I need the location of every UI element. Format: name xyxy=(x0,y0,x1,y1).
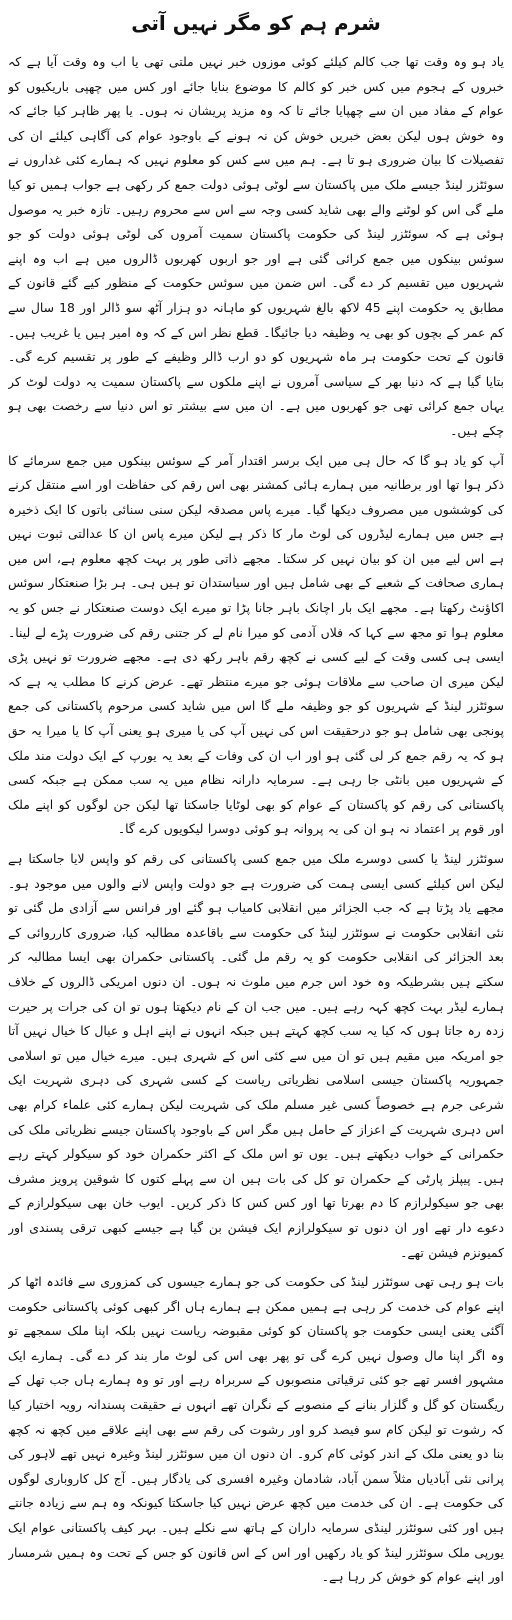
article-paragraph-2: آپ کو یاد ہو گا کہ حال ہی میں ایک برسر اقتدار آمر کے سوئس بینکوں میں جمع سرمائے کا ذکر ہوا تھا اور برطانیہ میں ہمارے ہائی کمشنر بھی اس رقم کی حفاظت اور اسے منتقل کرنے کی کوششوں میں مصروف دیکھا گیا۔ میرے پاس مصدقہ لیکن سنی سنائی باتوں کا ایک ذخیرہ ہے جس میں ہمارے لیڈروں کی لوٹ مار کا ذکر ہے لیکن میرے پاس ان کا عدالتی ثبوت نہیں ہے اس لیے میں ان کو بیان نہیں کر سکتا۔ مجھے ذاتی طور پر بہت کچھ معلوم ہے، اس میں ہماری صحافت کے شعبے کے بھی شامل ہیں اور سیاستدان تو ہیں ہی۔ ہر بڑا صنعتکار سوئس اکاؤنٹ رکھتا ہے۔ مجھے ایک بار اچانک باہر جانا پڑا تو میرے ایک دوست صنعتکار نے جس کو یہ معلوم ہوا تو مجھ سے کہا کہ فلاں آدمی کو میرا نام لے کر جتنی رقم کی ضرورت پڑے لے لینا۔ ایسی ہی کسی وقت کے لیے کسی نے کچھ رقم باہر رکھ دی ہے۔ مجھے ضرورت تو نہیں پڑی لیکن میری ان صاحب سے ملاقات ہوئی جو میرے منتظر تھے۔ عرض کرنے کا مطلب یہ ہے کہ سوئٹزر لینڈ کے شہریوں کو جو وظیفہ ملے گا اس میں شاید کسی مرحوم پاکستانی کی جمع پونجی بھی شامل ہو جو درحقیقت اس کی نہیں آپ کی یا میری ہو یعنی آپ کا یا میرا یہ حق ہو کہ یہ رقم جمع کر لی گئی ہو اور اب ان کی وفات کے بعد یہ یورپ کے ایک دولت مند ملک کے شہریوں میں بانٹی جا رہی ہے۔ سرمایہ دارانہ نظام میں یہ سب ممکن ہے جبکہ کسی پاکستانی کی رقم کو پاکستان کے عوام کو بھی لوٹایا جاسکتا تھا لیکن جن لوگوں کو اپنے ملک اور قوم پر اعتماد نہ ہو ان کی یہ پروانہ ہو کوئی دوسرا لیکویوں کرے گا۔ xyxy=(8,452,504,837)
article-paragraph-4: بات ہو رہی تھی سوئٹزر لینڈ کی حکومت کی جو ہمارے جیسوں کی کمزوری سے فائدہ اٹھا کر اپنے عوام کی خدمت کر رہی ہے ہمیں ممکن ہے ہمارے ہاں اگر کبھی کوئی پاکستانی حکومت آگئی یعنی ایسی حکومت جو پاکستان کو کوئی مقبوضہ ریاست نہیں بلکہ اپنا ملک سمجھے تو وہ اگر اپنا مال وصول نہیں کرے گی تو پھر بھی اس کی لوٹ مار بند کر دے گی۔ ہمارے ایک مشہور افسر تھے جو کئی ترقیاتی منصوبوں کے سربراہ رہے اور تو وہ ہمارے ہاں جب تھل کے ریگستان کو گل و گلزار بنانے کے منصوبے کے نگران تھے انہوں نے حقیقت پسندانہ رویہ اختیار کیا کہ رشوت تو لیکن کام سو فیصد کرو اور رشوت کی رقم سے بھی اپنے علاقے میں کچھ نہ کچھ بنا دو یعنی ملک کے اندر کوئی کام کرو۔ ان دنوں ان میں سوئٹزر لینڈ وغیرہ نہیں تھے لاہور کی پرانی نئی آبادیاں مثلاً سمن آباد، شادمان وغیرہ افسری کی یادگار ہیں۔ آج کل کاروباری لوگوں کی حکومت ہے۔ ان کی خدمت میں کچھ عرض نہیں کیا جاسکتا کیونکہ وہ ہم سے زیادہ جانتے ہیں اور کئی سوئٹزر لینڈی سرمایہ داران کے ہاتھ سے نکلے ہیں۔ بہر کیف پاکستانی عوام ایک یورپی ملک سوئٹزر لینڈ کو یاد رکھیں اور اس کے اس قانون کو جس کے تحت وہ ہمیں شرمسار اور اپنے عوام کو خوش کر رہا ہے۔ xyxy=(8,1274,504,1585)
article xyxy=(8,4,504,1616)
article-paragraph-3: سوئٹزر لینڈ یا کسی دوسرے ملک میں جمع کسی پاکستانی کی رقم کو واپس لایا جاسکتا ہے لیکن اس کیلئے کسی ایسی ہمت کی ضرورت ہے جو دولت واپس لانے والوں میں موجود ہو۔ مجھے یاد پڑتا ہے کہ جب الجزائر میں انقلابی کامیاب ہو گئے اور فرانس سے آزادی مل گئی تو نئی انقلابی حکومت نے سوئٹزر لینڈ کی حکومت سے باقاعدہ مطالبہ کیا، ضروری کارروائی کے بعد الجزائر کی انقلابی حکومت کو یہ رقم مل گئی۔ پاکستانی حکمران بھی ایسا مطالبہ کر سکتے ہیں بشرطیکہ وہ خود اس جرم میں ملوث نہ ہوں۔ ان دنوں امریکی ڈالروں کے خلاف ہمارے لیڈر بہت کچھ کہہ رہے ہیں۔ میں جب ان کے نام دیکھتا ہوں تو ان کی جرات پر حیرت زدہ رہ جاتا ہوں کہ کیا یہ سب کچھ کہتے ہیں جبکہ انہوں نے اپنے اہل و عیال کا خیال نہیں آتا جو امریکہ میں مقیم ہیں تو ان میں سے کئی اس کے شہری ہیں۔ میرے خیال میں تو اسلامی جمہوریہ پاکستان جیسی اسلامی نظریاتی ریاست کے کسی شہری کی دہری شہریت ایک شرعی جرم ہے خصوصاً کسی غیر مسلم ملک کی شہریت لیکن ہمارے کئی علماء کرام بھی اس دہری شہریت کے اعزاز کے حامل ہیں مگر اس کے باوجود پاکستان جیسے نظریاتی ملک کی حکمرانی کے خواب دیکھتے ہیں۔ یوں تو اس ملک کے اکثر حکمران خود کو سیکولر کہتے رہے ہیں۔ پیپلز پارٹی کے حکمران تو کل کی بات ہیں ان سے پہلے کتوں کا شوقین پرویز مشرف بھی جو سیکولرازم کا دم بھرتا تھا اور کس کس کا ذکر کریں۔ ایوب خان بھی سیکولرازم کے دعوے دار تھے اور ان دنوں تو سیکولرازم ایک فیشن بن گیا ہے جیسے کبھی ترقی پسندی اور کمیونزم فیشن تھے۔ xyxy=(8,851,504,1260)
article-paragraph-1: یاد ہو وہ وقت تھا جب کالم کیلئے کوئی موزوں خبر نہیں ملتی تھی یا اب وہ وقت آیا ہے کہ خبروں کے ہجوم میں کس خبر کو کالم کا موضوع بنایا جائے اور کس میں چھپی باریکیوں کو عوام کے مفاد میں ان سے چھپایا جائے تا کہ وہ مزید پریشان نہ ہوں۔ یا پھر ظاہر کیا جائے کہ وہ خوش ہوں لیکن بعض خبریں خوش کن نہ ہونے کے باوجود عوام کی آگاہی کیلئے ان کی تفصیلات کا بیان ضروری ہو تا ہے۔ ہم میں سے کس کو معلوم نہیں کہ ہمارے کئی غداروں نے سوئٹزر لینڈ جیسے ملک میں پاکستان سے لوٹی ہوئی دولت جمع کر رکھی ہے جواب ہمیں تو کیا ملے گی اس کو لوٹنے والے بھی شاید کسی وجہ سے اس سے محروم رہیں۔ تازہ خبر یہ موصول ہوئی ہے کہ سوئٹزر لینڈ کی حکومت پاکستان سمیت آمروں کی لوٹی ہوئی دولت کو جو سوئس بینکوں میں جمع کرائی گئی ہے اور جو اربوں کھربوں ڈالروں میں ہے اب وہ اپنے شہریوں میں تقسیم کر دے گی۔ اس ضمن میں سوئس حکومت کے منظور کیے گئے قانون کے مطابق یہ حکومت اپنے 45 لاکھ بالغ شہریوں کو ماہانہ دو ہزار آٹھ سو ڈالر اور 18 سال سے کم عمر کے بچوں کو بھی یہ وظیفہ دیا جائیگا۔ قطع نظر اس کے کہ وہ امیر ہیں یا غریب ہیں۔ قانون کے تحت حکومت ہر ماہ شہریوں کو دو ارب ڈالر وظیفے کے طور پر تقسیم کرے گی۔ بتایا گیا ہے کہ دنیا بھر کے سیاسی آمروں نے اپنے ملکوں سے پاکستان سمیت یہ دولت لوٹ کر یہاں جمع کرائی تھی جو کھربوں میں ہے۔ ان میں سے بیشتر تو اس دنیا سے رخصت بھی ہو چکے ہیں۔ xyxy=(8,54,504,438)
article-headline: شرم ہم کو مگر نہیں آتی xyxy=(131,11,381,35)
